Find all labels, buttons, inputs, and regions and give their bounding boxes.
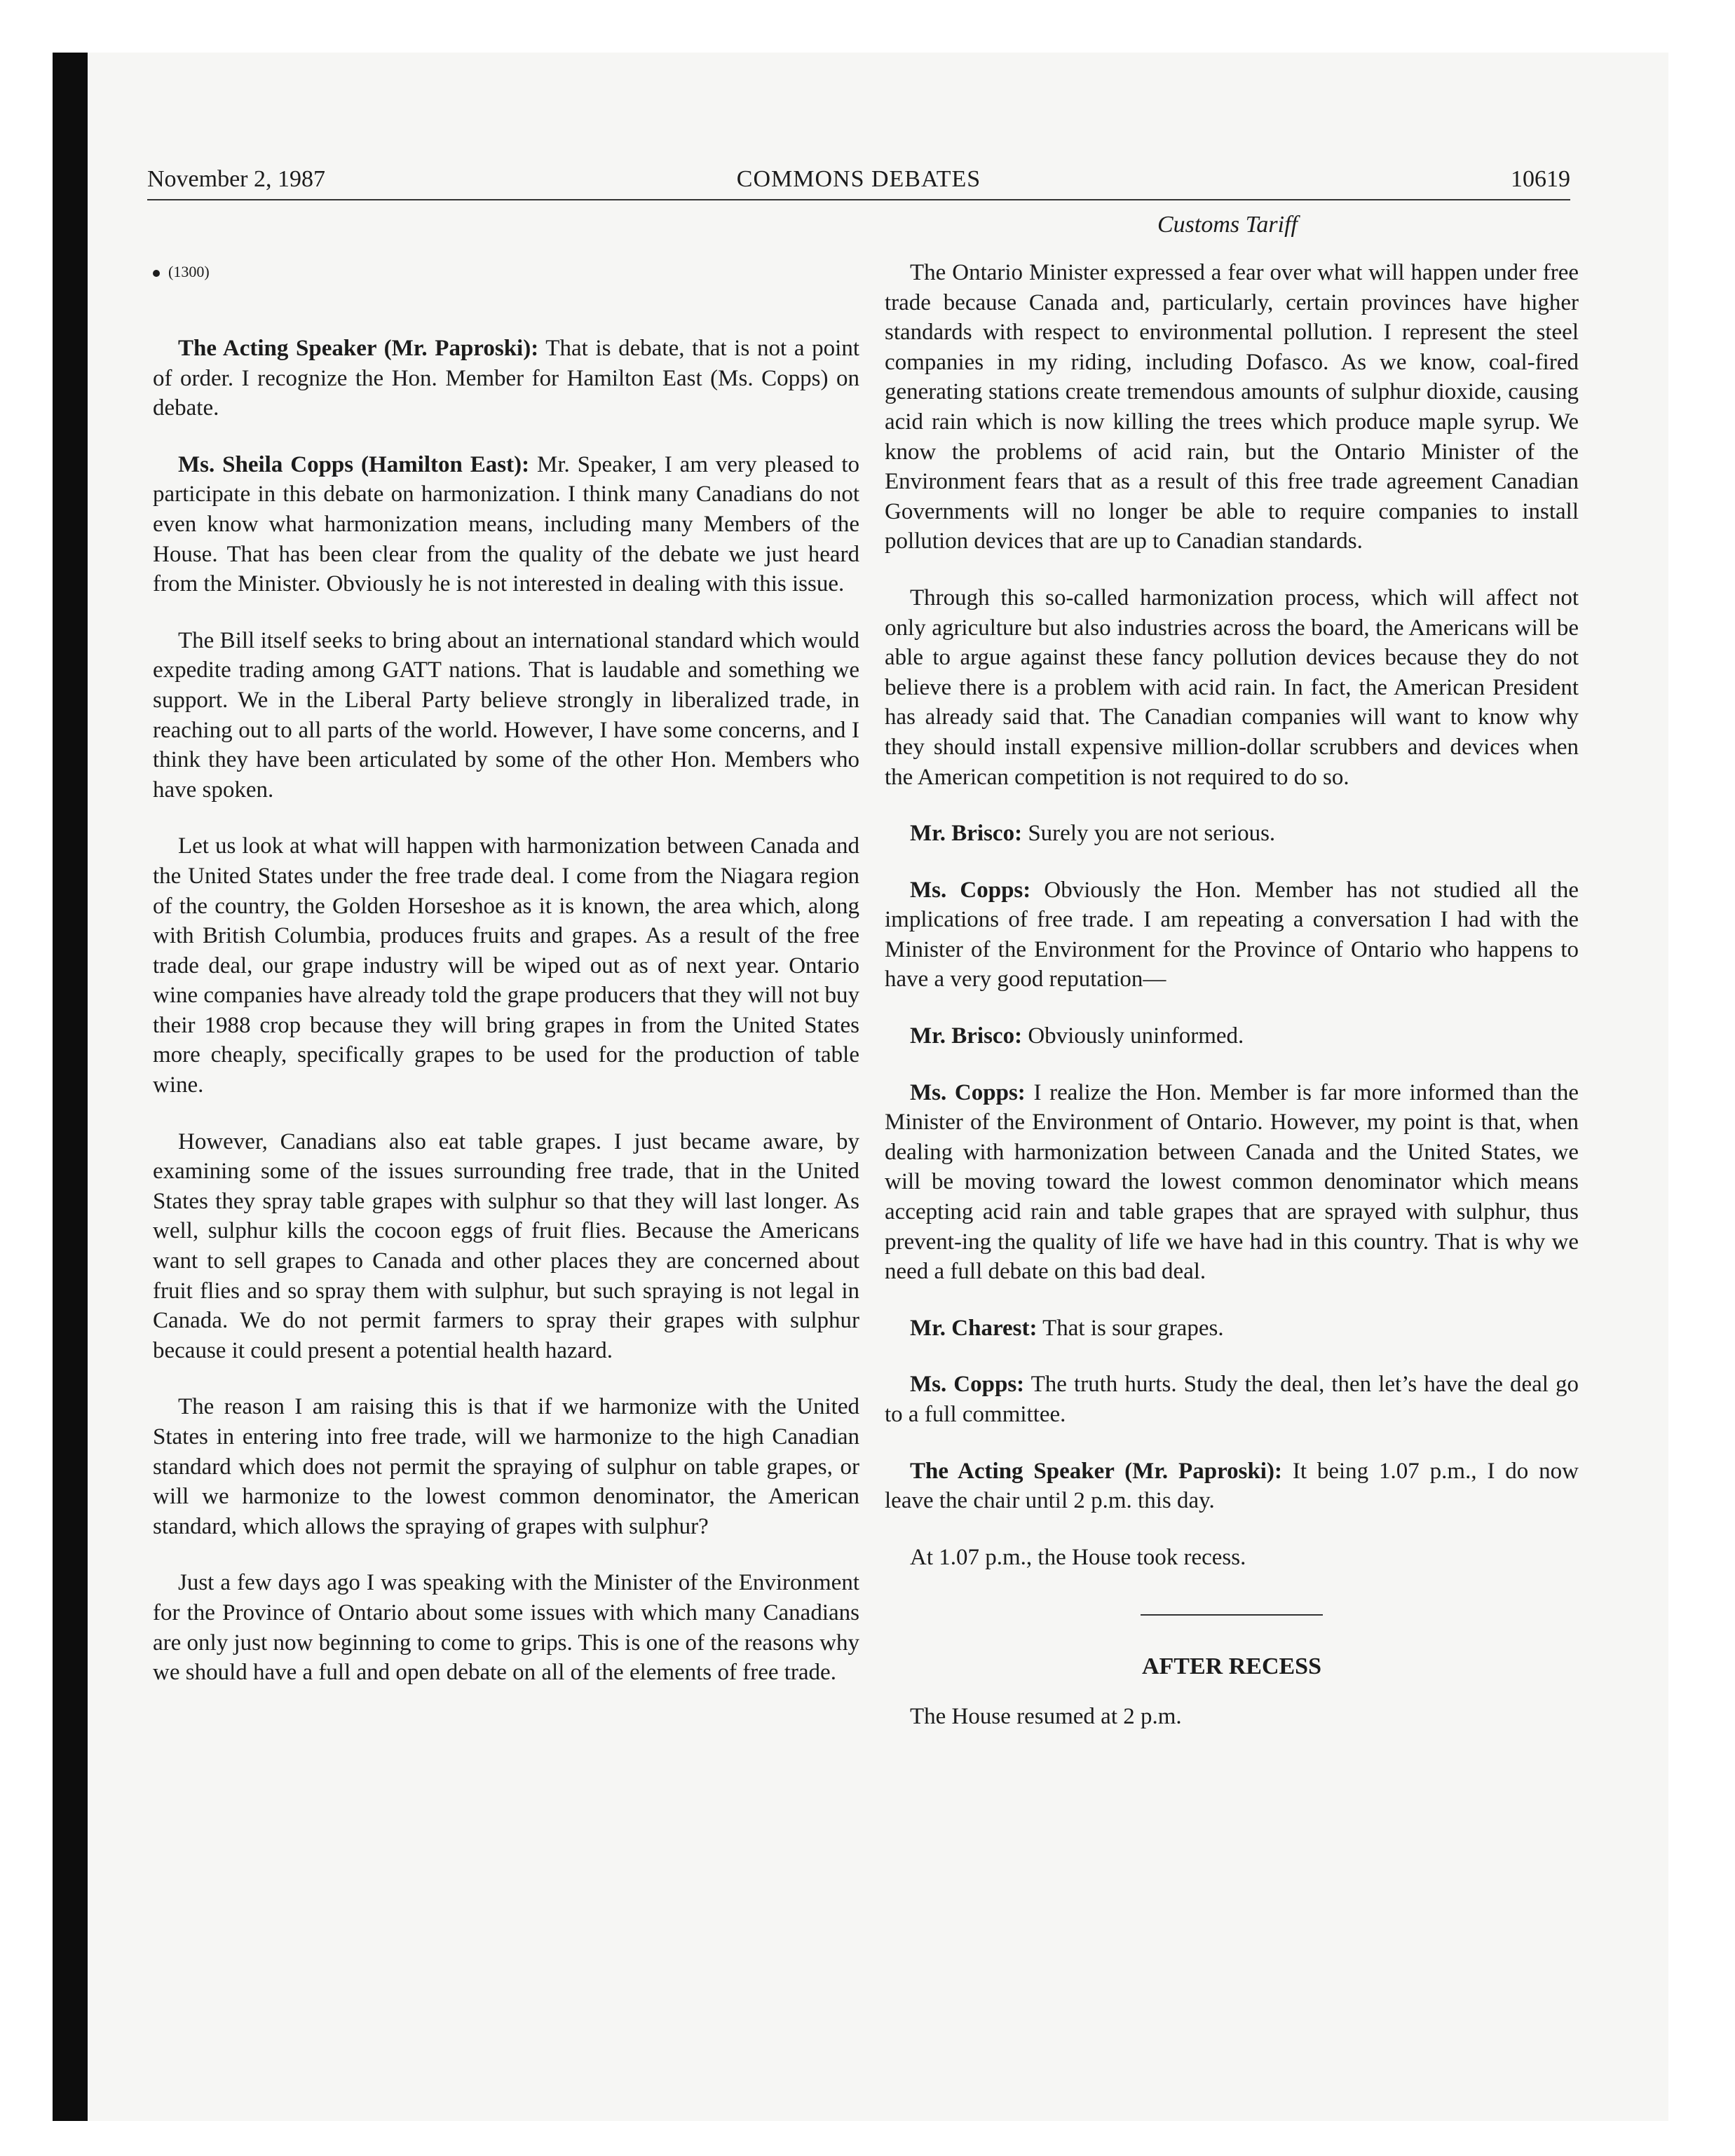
header-date: November 2, 1987 (147, 166, 326, 192)
speaker-label: Ms. Copps: (910, 877, 1031, 903)
timestamp (153, 258, 859, 286)
paragraph (885, 819, 1579, 849)
paragraph: At 1.07 p.m., the House took recess. (910, 1544, 1246, 1570)
header-rule (147, 199, 1570, 200)
paragraph-text: That is debate, that is not a point of order. I recognize the Hon. Member for Hamilton East (Ms. Copps) on debate. (153, 336, 859, 421)
speaker-label: The Acting Speaker (Mr. Paproski): (910, 1458, 1282, 1484)
paragraph-text: It being 1.07 p.m., I do now leave the chair until 2 p.m. this day. (885, 1458, 1579, 1514)
paragraph: However, Canadians also eat table grapes. I just became aware, by examining some of the issues surrounding free trade, that in the United States they spray table grapes with sulphur so that they will last longer. As well, sulphur kills the cocoon eggs of fruit flies. Because the Americans want to sell grapes to Canada and other places they are concerned about fruit flies and so spray them with sulphur, but such spraying is not legal in Canada. We do not permit farmers to spray their grapes with sulphur because it could present a potential health hazard. (153, 1128, 859, 1363)
paragraph-text: Obviously the Hon. Member has not studied all the implications of free trade. I am repeating a conversation I had with the Minister of the Environment for the Province of Ontario who happens to have a very good reputation— (885, 877, 1579, 992)
paragraph (153, 450, 859, 599)
section-separator (1141, 1614, 1323, 1616)
paragraph-text: The truth hurts. Study the deal, then let’s have the deal go to a full committee. (885, 1372, 1579, 1427)
header-page-number: 10619 (1511, 166, 1570, 192)
right-column (885, 258, 1579, 1759)
timestamp-text: (1300) (168, 263, 210, 280)
speaker-label: Mr. Charest: (910, 1315, 1037, 1341)
speaker-label: The Acting Speaker (Mr. Paproski): (178, 336, 539, 361)
paragraph-text: Surely you are not serious. (1022, 821, 1276, 847)
paragraph (885, 1078, 1579, 1287)
paragraph-text: That is sour grapes. (1037, 1315, 1224, 1341)
paragraph-text: I realize the Hon. Member is far more informed than the Minister of the Environment of Ontario. However, my point is that, when dealing with harmonization between Canada and the United States, we will be moving toward the lowest common denominator which means accepting acid rain and table grapes that are sprayed with sulphur, thus prevent-ing the quality of life we have had in this country. That is why we need a full debate on this bad deal. (885, 1079, 1579, 1285)
paragraph-text: Mr. Speaker, I am very pleased to participate in this debate on harmonization. I think many Canadians do not even know what harmonization means, including many Members of the House. That has been clear from the quality of the debate we just heard from the Minister. Obviously he is not interested in dealing with this issue. (153, 451, 859, 597)
bullet-icon (153, 270, 160, 277)
paragraph (885, 1456, 1579, 1516)
after-recess-heading: AFTER RECESS (1141, 1653, 1321, 1680)
scan-edge-bar (53, 53, 88, 2121)
left-column (153, 258, 859, 1714)
paragraph (885, 1021, 1579, 1051)
paragraph: Just a few days ago I was speaking with the Minister of the Environment for the Province of Ontario about some issues with which many Canadians are only just now beginning to come to grips. This is one of the reasons why we should have a full and open debate on all of the elements of free trade. (153, 1570, 859, 1686)
paragraph: The House resumed at 2 p.m. (910, 1703, 1182, 1729)
paragraph (885, 1314, 1579, 1344)
speaker-label: Ms. Copps: (910, 1079, 1026, 1105)
speaker-label: Ms. Sheila Copps (Hamilton East): (178, 451, 530, 477)
paragraph-text: Obviously uninformed. (1022, 1023, 1244, 1049)
page-header (147, 161, 1570, 198)
paragraph: Through this so-called harmonization process, which will affect not only agriculture but also industries across the board, the Americans will be able to argue against these fancy pollution devices because they do not believe there is a problem with acid rain. In fact, the American President has already said that. The Canadian companies will want to know why they should install expensive million-dollar scrubbers and devices when the American competition is not required to do so. (885, 585, 1579, 790)
paragraph (153, 334, 859, 423)
speaker-label: Mr. Brisco: (910, 1023, 1023, 1049)
speaker-label: Mr. Brisco: (910, 821, 1023, 847)
paragraph (885, 1370, 1579, 1429)
running-head: Customs Tariff (1157, 212, 1298, 238)
header-publication: COMMONS DEBATES (736, 166, 981, 192)
paragraph: The Bill itself seeks to bring about an international standard which would expedite trading among GATT nations. That is laudable and something we support. We in the Liberal Party believe strongly in liberalized trade, in reaching out to all parts of the world. However, I have some concerns, and I think they have been articulated by some of the other Hon. Members who have spoken. (153, 627, 859, 803)
paragraph: Let us look at what will happen with harmonization between Canada and the United States under the free trade deal. I come from the Niagara region of the country, the Golden Horseshoe as it is known, the area which, along with British Columbia, produces fruits and grapes. As a result of the free trade deal, our grape industry will be wiped out as of next year. Ontario wine companies have already told the grape producers that they will not buy their 1988 crop because they will bring grapes in from the United States more cheaply, specifically grapes to be used for the production of table wine. (153, 833, 860, 1098)
speaker-label: Ms. Copps: (910, 1372, 1025, 1398)
paragraph: The Ontario Minister expressed a fear over what will happen under free trade because Canada and, particularly, certain provinces have higher standards with respect to environmental pollution. I represent the steel companies in my riding, including Dofasco. As we know, coal-fired generating stations create tremendous amounts of sulphur dioxide, causing acid rain which is now killing the trees which produce maple syrup. We know the problems of acid rain, but the Ontario Minister of the Environment fears that as a result of this free trade agreement Canadian Governments will no longer be able to require companies to install pollution devices that are up to Canadian standards. (885, 260, 1579, 554)
paragraph: The reason I am raising this is that if we harmonize with the United States in entering into free trade, will we harmonize to the high Canadian standard which does not permit the spraying of sulphur on table grapes, or will we harmonize to the lowest common denominator, the American standard, which allows the spraying of grapes with sulphur? (153, 1394, 859, 1539)
paragraph (885, 875, 1579, 995)
